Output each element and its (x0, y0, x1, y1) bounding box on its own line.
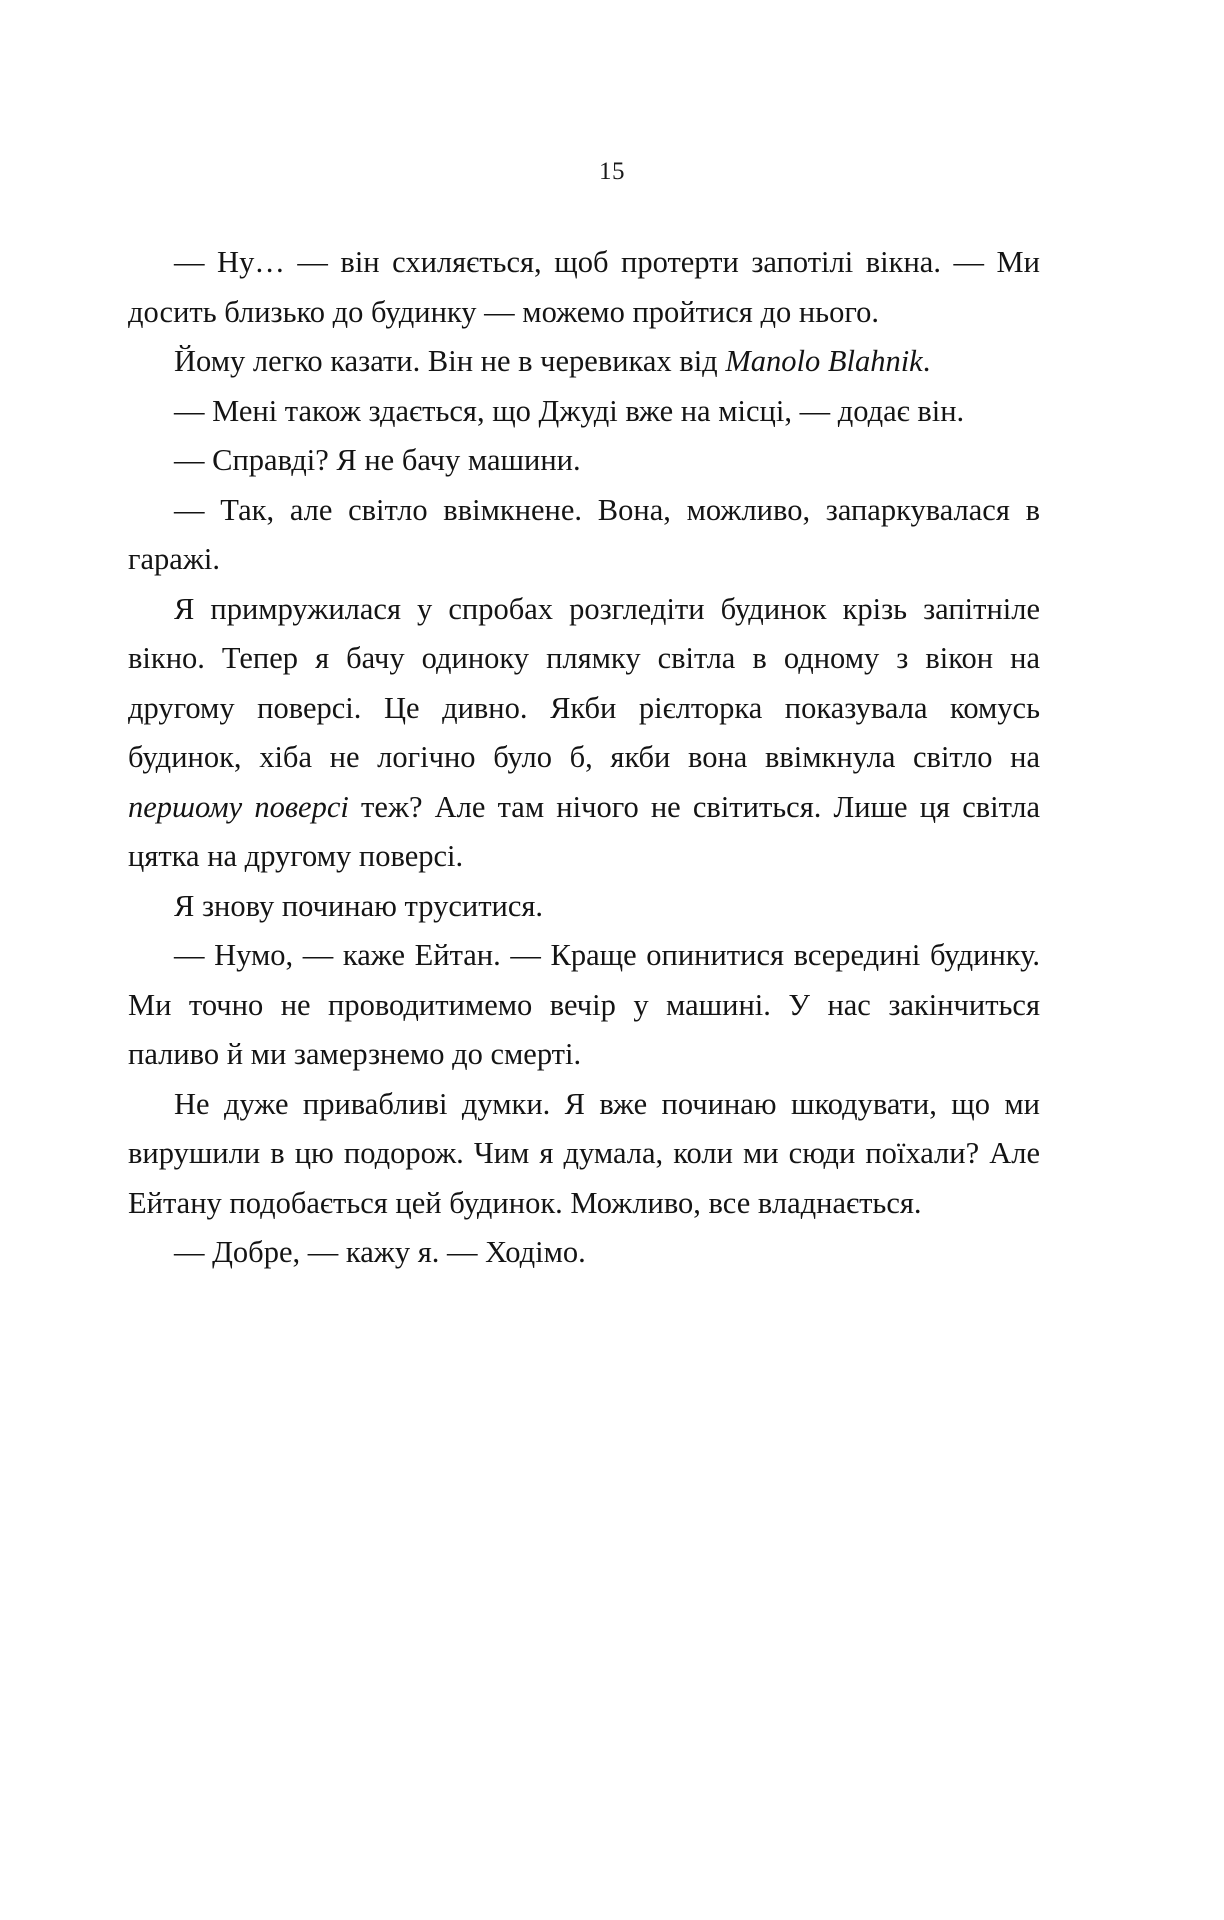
paragraph-text: — Справді? Я не бачу машини. (174, 443, 581, 477)
paragraph (128, 337, 1040, 387)
paragraph (128, 387, 1040, 437)
paragraph (128, 486, 1040, 585)
paragraph (128, 931, 1040, 1080)
paragraph (128, 1228, 1040, 1278)
paragraph-text: Я знову починаю труситися. (174, 888, 544, 923)
paragraph (128, 585, 1040, 882)
emphasis-text: першому поверсі (128, 789, 349, 824)
paragraph-text: — Ну… — він схиляється, щоб протерти запотілі вікна. — Ми досить близько до будинку — можемо пройтися до нього. (128, 245, 1040, 329)
paragraph-text: Не дуже привабливі думки. Я вже починаю шкодувати, що ми вирушили в цю подорож. Чим я думала, коли ми сюди поїхали? Але Ейтану подобається цей будинок. Можливо, все владнається. (128, 1086, 1040, 1220)
paragraph-text: Йому легко казати. Він не в черевиках від (174, 344, 726, 378)
paragraph-text: — Так, але світло ввімкнене. Вона, можливо, запаркувалася в гаражі. (128, 492, 1040, 576)
page-number: 15 (599, 158, 625, 185)
paragraph (128, 436, 1040, 486)
paragraph (128, 238, 1040, 337)
paragraph-text: — Нумо, — каже Ейтан. — Краще опинитися всередині будинку. Ми точно не проводитимемо вечір у машині. У нас закінчиться паливо й ми замерзнемо до смерті. (128, 938, 1040, 1071)
paragraph (128, 1080, 1040, 1229)
paragraph-text: . (922, 344, 931, 378)
paragraph-text: — Мені також здається, що Джуді вже на місці, — додає він. (174, 393, 965, 428)
paragraph-text: Я примружилася у спробах розгледіти будинок крізь запітніле вікно. Тепер я бачу одиноку плямку світла в одному з вікон на другому поверсі. Це дивно. Якби рієлторка показувала комусь будинок, хіба не логічно було б, якби вона ввімкнула світло на (128, 591, 1040, 774)
emphasis-text: Manolo Blahnik (725, 344, 923, 378)
paragraph-text: теж? Але там нічого не світиться. Лише ця світла цятка на другому поверсі. (128, 789, 1040, 873)
paragraph (128, 882, 1040, 932)
paragraph-text: — Добре, — кажу я. — Ходімо. (174, 1235, 586, 1269)
body-text (128, 238, 1040, 1278)
